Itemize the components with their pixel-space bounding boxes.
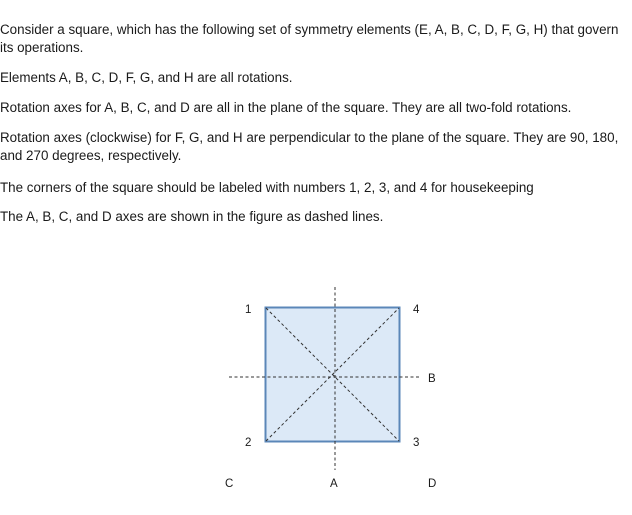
- perpendicular-axes-line-1: Rotation axes (clockwise) for F, G, and H are perpendicular to the plane of the square. They are 90, 180,: [0, 130, 619, 145]
- axis-label-b: B: [428, 373, 436, 385]
- corner-labels-line: The corners of the square should be labeled with numbers 1, 2, 3, and 4 for housekeeping: [0, 180, 534, 195]
- intro-line-1: Consider a square, which has the following set of symmetry elements (E, A, B, C, D, F, G, H) that govern: [0, 22, 619, 37]
- corner-label-2: 2: [245, 437, 252, 449]
- rotations-line: Elements A, B, C, D, F, G, and H are all rotations.: [0, 70, 293, 85]
- dashed-axes-line: The A, B, C, and D axes are shown in the figure as dashed lines.: [0, 209, 384, 224]
- in-plane-axes-line: Rotation axes for A, B, C, and D are all in the plane of the square. They are all two-fold rotations.: [0, 100, 572, 115]
- axis-label-c: C: [225, 478, 234, 490]
- axis-label-a: A: [330, 478, 338, 490]
- intro-line-2: its operations.: [0, 40, 84, 55]
- perpendicular-axes-line-2: and 270 degrees, respectively.: [0, 148, 182, 163]
- corner-label-4: 4: [413, 304, 420, 316]
- corner-label-3: 3: [413, 437, 420, 449]
- axis-label-d: D: [428, 478, 437, 490]
- corner-label-1: 1: [245, 304, 252, 316]
